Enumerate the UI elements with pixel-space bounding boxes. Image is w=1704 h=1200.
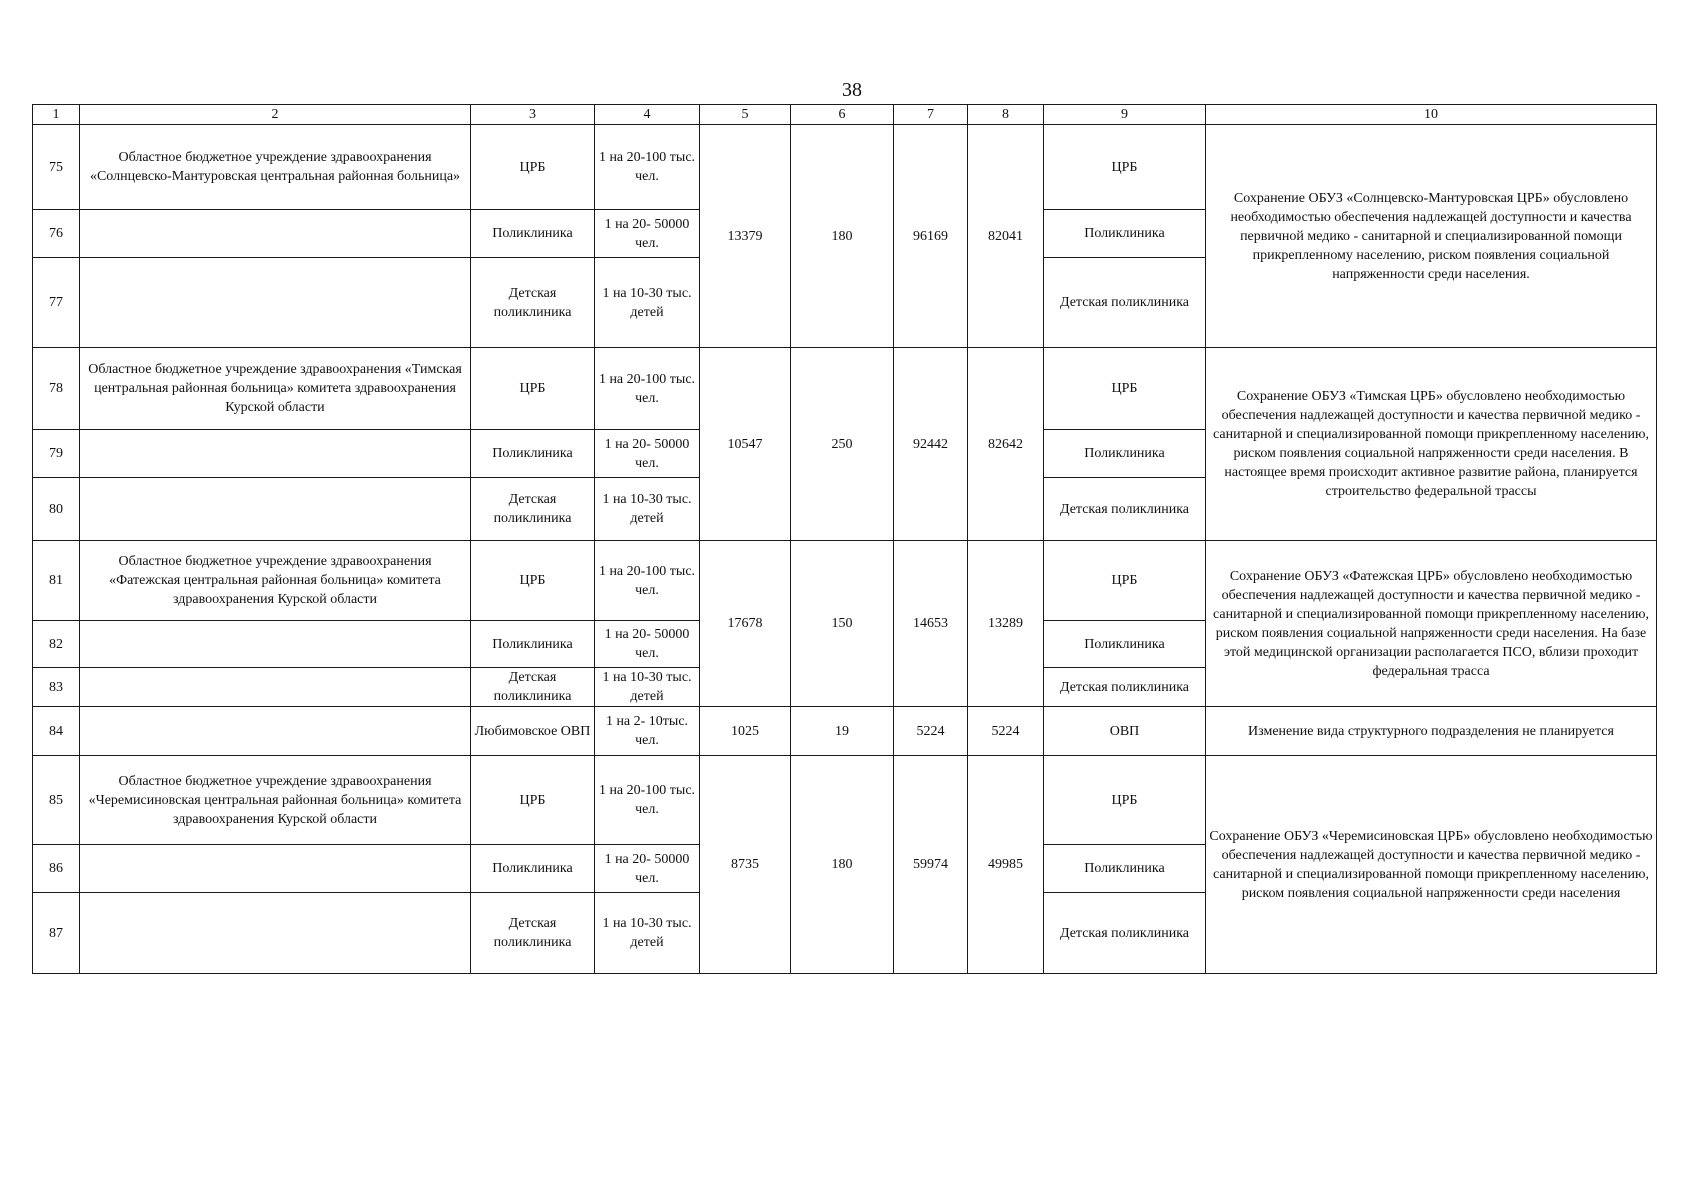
row-number: 83 [33,668,80,707]
row-number: 84 [33,707,80,756]
unit-type: Поликлиника [471,621,595,668]
value-col5: 17678 [700,541,791,707]
reason-text: Сохранение ОБУЗ «Фатежская ЦРБ» обусловлено необходимостью обеспечения надлежащей доступности и качества первичной медико - санитарной и специализированной помощи прикрепленному населению, риском появления социальной напряженности среди населения. На базе этой медицинской организации располагается ПСО, вблизи проходит федеральная трасса [1206,541,1657,707]
unit-type: ЦРБ [471,756,595,845]
value-col5: 10547 [700,348,791,541]
column-number: 2 [80,105,471,125]
row-number: 87 [33,893,80,974]
unit-type: ЦРБ [471,125,595,210]
unit-norm: 1 на 10-30 тыс. детей [595,668,700,707]
row-number: 81 [33,541,80,621]
table-row [33,541,1657,621]
organization-name [80,258,471,348]
value-col8: 13289 [968,541,1044,707]
unit-type: ЦРБ [471,348,595,430]
target-type: Детская поликлиника [1044,893,1206,974]
table-row [33,348,1657,430]
column-number: 1 [33,105,80,125]
column-number: 5 [700,105,791,125]
column-number: 3 [471,105,595,125]
column-number: 6 [791,105,894,125]
unit-type: Детская поликлиника [471,258,595,348]
column-number: 4 [595,105,700,125]
unit-type: Поликлиника [471,430,595,478]
value-col5: 13379 [700,125,791,348]
unit-norm: 1 на 2- 10тыс. чел. [595,707,700,756]
value-col7: 59974 [894,756,968,974]
column-number: 8 [968,105,1044,125]
unit-norm: 1 на 20- 50000 чел. [595,845,700,893]
target-type: ЦРБ [1044,541,1206,621]
table-row [33,125,1657,210]
organization-name: Областное бюджетное учреждение здравоохранения «Фатежская центральная районная больница» комитета здравоохранения Курской области [80,541,471,621]
value-col6: 250 [791,348,894,541]
value-col7: 92442 [894,348,968,541]
value-col5: 8735 [700,756,791,974]
column-number: 10 [1206,105,1657,125]
reason-text: Сохранение ОБУЗ «Солнцевско-Мантуровская ЦРБ» обусловлено необходимостью обеспечения надлежащей доступности и качества первичной медико - санитарной и специализированной помощи прикрепленному населению, риском появления социальной напряженности среди населения. [1206,125,1657,348]
target-type: Поликлиника [1044,845,1206,893]
row-number: 85 [33,756,80,845]
target-type: ЦРБ [1044,756,1206,845]
reason-text: Сохранение ОБУЗ «Тимская ЦРБ» обусловлено необходимостью обеспечения надлежащей доступности и качества первичной медико - санитарной и специализированной помощи прикрепленному населению, риском появления социальной напряженности среди населения. В настоящее время происходит активное развитие района, планируется строительство федеральной трассы [1206,348,1657,541]
column-number: 7 [894,105,968,125]
target-type: Поликлиника [1044,210,1206,258]
facilities-table [32,104,1657,974]
row-number: 75 [33,125,80,210]
unit-norm: 1 на 20- 50000 чел. [595,430,700,478]
organization-name [80,478,471,541]
unit-norm: 1 на 10-30 тыс. детей [595,478,700,541]
value-col6: 150 [791,541,894,707]
value-col7: 96169 [894,125,968,348]
unit-norm: 1 на 10-30 тыс. детей [595,893,700,974]
value-col8: 49985 [968,756,1044,974]
unit-type: Детская поликлиника [471,893,595,974]
column-number-row [33,105,1657,125]
reason-text: Сохранение ОБУЗ «Черемисиновская ЦРБ» обусловлено необходимостью обеспечения надлежащей доступности и качества первичной медико - санитарной и специализированной помощи прикрепленному населению, риском появления социальной напряженности среди населения [1206,756,1657,974]
unit-norm: 1 на 20-100 тыс. чел. [595,348,700,430]
unit-type: Детская поликлиника [471,668,595,707]
unit-norm: 1 на 20-100 тыс. чел. [595,756,700,845]
row-number: 78 [33,348,80,430]
organization-name [80,893,471,974]
target-type: ЦРБ [1044,125,1206,210]
unit-norm: 1 на 20- 50000 чел. [595,210,700,258]
value-col8: 5224 [968,707,1044,756]
unit-norm: 1 на 10-30 тыс. детей [595,258,700,348]
column-number: 9 [1044,105,1206,125]
unit-type: Детская поликлиника [471,478,595,541]
unit-norm: 1 на 20- 50000 чел. [595,621,700,668]
organization-name: Областное бюджетное учреждение здравоохранения «Солнцевско-Мантуровская центральная районная больница» [80,125,471,210]
row-number: 82 [33,621,80,668]
value-col5: 1025 [700,707,791,756]
value-col6: 180 [791,756,894,974]
organization-name [80,668,471,707]
value-col8: 82642 [968,348,1044,541]
organization-name [80,707,471,756]
organization-name [80,621,471,668]
target-type: Детская поликлиника [1044,258,1206,348]
target-type: Детская поликлиника [1044,478,1206,541]
organization-name [80,430,471,478]
unit-type: ЦРБ [471,541,595,621]
row-number: 77 [33,258,80,348]
unit-norm: 1 на 20-100 тыс. чел. [595,541,700,621]
row-number: 76 [33,210,80,258]
value-col6: 19 [791,707,894,756]
value-col7: 5224 [894,707,968,756]
page-number: 38 [842,79,862,101]
target-type: Детская поликлиника [1044,668,1206,707]
organization-name [80,845,471,893]
target-type: Поликлиника [1044,621,1206,668]
row-number: 86 [33,845,80,893]
value-col7: 14653 [894,541,968,707]
target-type: ОВП [1044,707,1206,756]
row-number: 79 [33,430,80,478]
organization-name [80,210,471,258]
unit-type: Поликлиника [471,845,595,893]
reason-text: Изменение вида структурного подразделения не планируется [1206,707,1657,756]
organization-name: Областное бюджетное учреждение здравоохранения «Тимская центральная районная больница» комитета здравоохранения Курской области [80,348,471,430]
target-type: Поликлиника [1044,430,1206,478]
organization-name: Областное бюджетное учреждение здравоохранения «Черемисиновская центральная районная больница» комитета здравоохранения Курской области [80,756,471,845]
value-col8: 82041 [968,125,1044,348]
value-col6: 180 [791,125,894,348]
table-row [33,707,1657,756]
target-type: ЦРБ [1044,348,1206,430]
unit-type: Поликлиника [471,210,595,258]
row-number: 80 [33,478,80,541]
unit-norm: 1 на 20-100 тыс. чел. [595,125,700,210]
unit-type: Любимовское ОВП [471,707,595,756]
table-row [33,756,1657,845]
